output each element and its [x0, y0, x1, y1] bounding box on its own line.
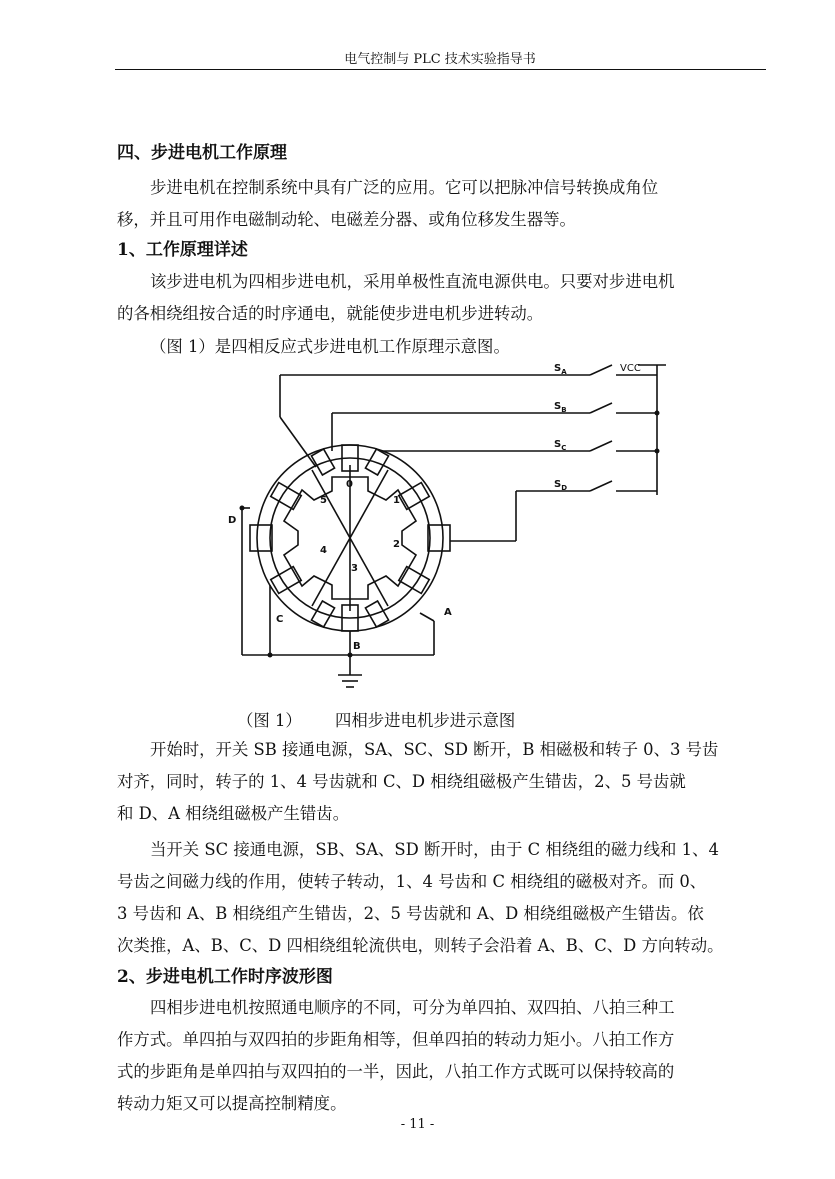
- subheading-timing-waveform: 2、步进电机工作时序波形图: [117, 967, 333, 987]
- start-para-line-1: 开始时，开关 SB 接通电源，SA、SC、SD 断开，B 相磁极和转子 0、3 号齿: [150, 740, 719, 759]
- timing-line-2: 作方式。单四拍与双四拍的步距角相等，但单四拍的转动力矩小。八拍工作方: [117, 1030, 675, 1049]
- switch-sb: [332, 403, 657, 451]
- label-tooth-4: 4: [320, 545, 327, 556]
- label-phase-b: B: [353, 641, 361, 652]
- figure-reference-line: （图 1）是四相反应式步进电机工作原理示意图。: [150, 337, 510, 356]
- intro-line-2: 移，并且可用作电磁制动轮、电磁差分器、或角位移发生器等。: [117, 210, 576, 229]
- sc-para-line-4: 次类推，A、B、C、D 四相绕组轮流供电，则转子会沿着 A、B、C、D 方向转动。: [117, 936, 724, 955]
- intro-line-1: 步进电机在控制系统中具有广泛的应用。它可以把脉冲信号转换成角位: [150, 178, 659, 197]
- switch-sd: [450, 481, 657, 541]
- label-phase-a: A: [444, 607, 452, 618]
- sc-para-line-1: 当开关 SC 接通电源，SB、SA、SD 断开时，由于 C 相绕组的磁力线和 1、4: [150, 840, 719, 859]
- label-vcc: VCC: [620, 363, 641, 374]
- label-phase-d: D: [228, 515, 237, 526]
- label-phase-c: C: [276, 614, 284, 625]
- label-sc: $S_C$: [554, 439, 567, 452]
- label-tooth-1: 1: [393, 495, 400, 506]
- principle-line-2: 的各相绕组按合适的时序通电，就能使步进电机步进转动。: [117, 304, 544, 323]
- label-tooth-2: 2: [393, 539, 400, 550]
- start-para-line-2: 对齐，同时，转子的 1、4 号齿就和 C、D 相绕组磁极产生错齿，2、5 号齿就: [117, 772, 686, 791]
- page-number: - 11 -: [400, 1117, 435, 1132]
- label-tooth-3: 3: [351, 563, 358, 574]
- subheading-principle-detail: 1、工作原理详述: [117, 240, 248, 260]
- label-sb: $S_B$: [554, 401, 567, 414]
- timing-line-3: 式的步距角是单四拍与双四拍的一半，因此，八拍工作方式既可以保持较高的: [117, 1062, 675, 1081]
- label-sd: $S_D$: [554, 479, 568, 492]
- sc-para-line-3: 3 号齿和 A、B 相绕组产生错齿，2、5 号齿就和 A、D 相绕组磁极产生错齿。依: [117, 904, 704, 923]
- principle-line-1: 该步进电机为四相步进电机，采用单极性直流电源供电。只要对步进电机: [150, 272, 675, 291]
- label-sa: $S_A$: [554, 363, 567, 376]
- sc-para-line-2: 号齿之间磁力线的作用，使转子转动，1、4 号齿和 C 相绕组的磁极对齐。而 0、: [117, 872, 707, 891]
- label-tooth-5: 5: [320, 495, 327, 506]
- section-heading-stepper-principle: 四、步进电机工作原理: [117, 143, 287, 163]
- start-para-line-3: 和 D、A 相绕组磁极产生错齿。: [117, 804, 350, 823]
- header-rule: [115, 69, 766, 70]
- stepper-motor-diagram: [220, 355, 670, 700]
- running-header: 电气控制与 PLC 技术实验指导书: [344, 52, 536, 67]
- timing-line-1: 四相步进电机按照通电顺序的不同，可分为单四拍、双四拍、八拍三种工: [150, 998, 675, 1017]
- figure-caption-number: （图 1）: [237, 711, 302, 730]
- label-tooth-0: 0: [346, 479, 353, 490]
- timing-line-4: 转动力矩又可以提高控制精度。: [117, 1094, 347, 1113]
- figure-caption-title: 四相步进电机步进示意图: [335, 711, 516, 730]
- ground-symbol: [338, 675, 362, 687]
- switch-sc: [380, 441, 657, 451]
